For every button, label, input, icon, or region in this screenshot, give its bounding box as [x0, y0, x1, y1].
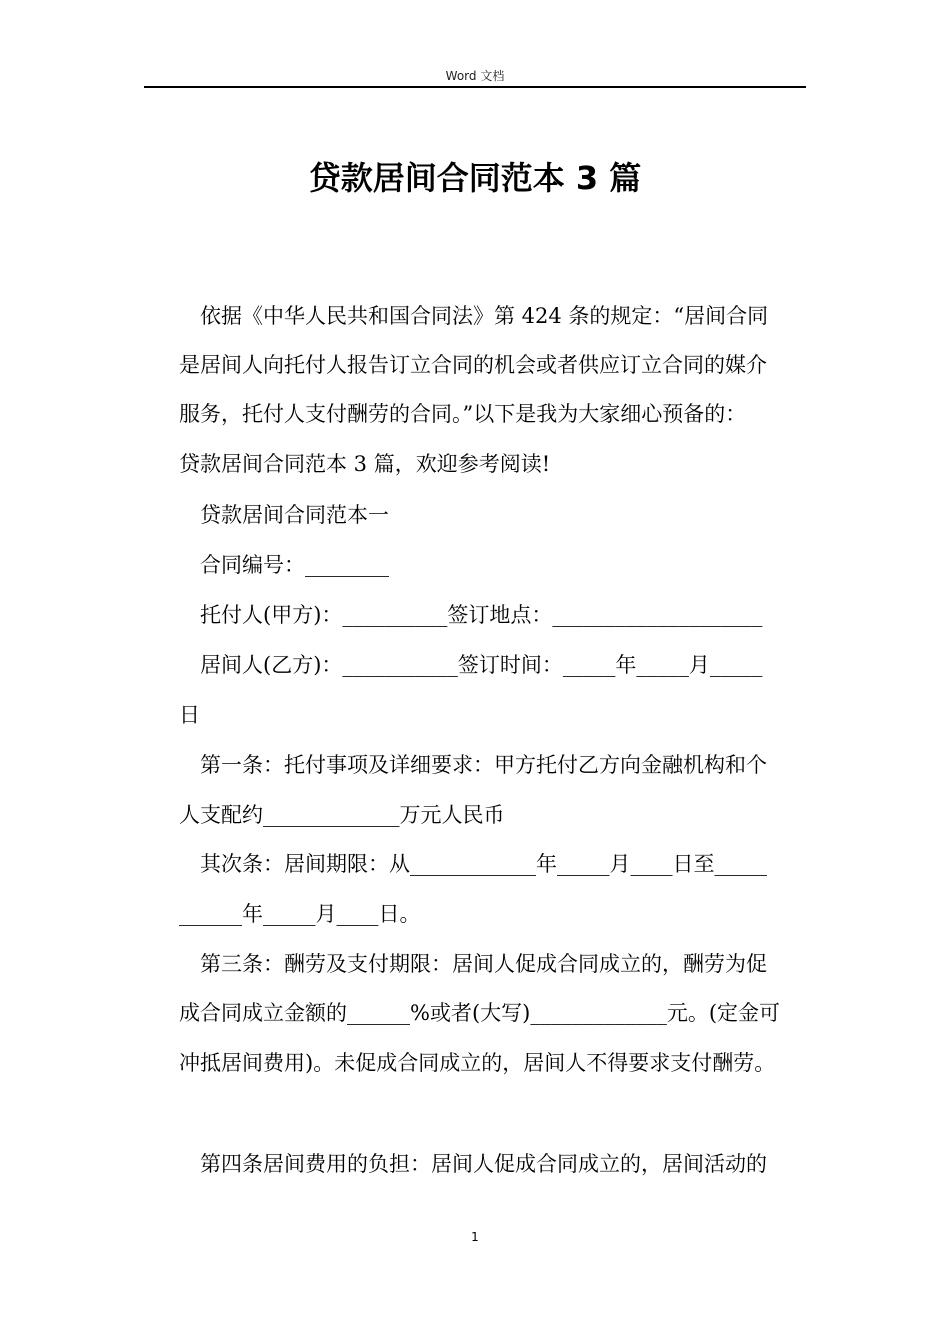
paragraph-line: 依据《中华人民共和国合同法》第 424 条的规定：“居间合同	[179, 304, 769, 328]
section-heading: 贷款居间合同范本一	[179, 503, 389, 527]
article-3-line: 第三条：酬劳及支付期限：居间人促成合同成立的，酬劳为促	[179, 952, 767, 976]
paragraph-line: 日	[179, 703, 200, 727]
party-a-line: 托付人(甲方)：__________签订地点：____________________	[179, 603, 763, 627]
paragraph-line: 冲抵居间费用)。未促成合同成立的，居间人不得要求支付酬劳。	[179, 1051, 776, 1075]
paragraph-line: 是居间人向托付人报告订立合同的机会或者供应订立合同的媒介	[179, 353, 767, 377]
article-4-line: 第四条居间费用的负担：居间人促成合同成立的，居间活动的	[179, 1152, 767, 1176]
paragraph-line: 成合同成立金额的______%或者(大写)_____________元。(定金可	[179, 1001, 781, 1025]
header-rule	[144, 86, 806, 88]
page-number: 1	[471, 1230, 479, 1244]
header-label: Word 文档	[445, 69, 505, 83]
party-b-line: 居间人(乙方)：___________签订时间：_____年_____月_____	[179, 653, 763, 677]
paragraph-line: ______年_____月____日。	[179, 902, 421, 926]
paragraph-line: 贷款居间合同范本 3 篇，欢迎参考阅读!	[179, 452, 551, 476]
paragraph-line: 人支配约_____________万元人民币	[179, 803, 505, 827]
article-1-line: 第一条：托付事项及详细要求：甲方托付乙方向金融机构和个	[179, 753, 767, 777]
document-title: 贷款居间合同范本 3 篇	[308, 159, 642, 197]
contract-number-line: 合同编号：________	[179, 553, 389, 577]
paragraph-line: 服务，托付人支付酬劳的合同。”以下是我为大家细心预备的：	[179, 402, 747, 426]
article-2-line: 其次条：居间期限：从____________年_____月____日至_____	[179, 852, 767, 876]
